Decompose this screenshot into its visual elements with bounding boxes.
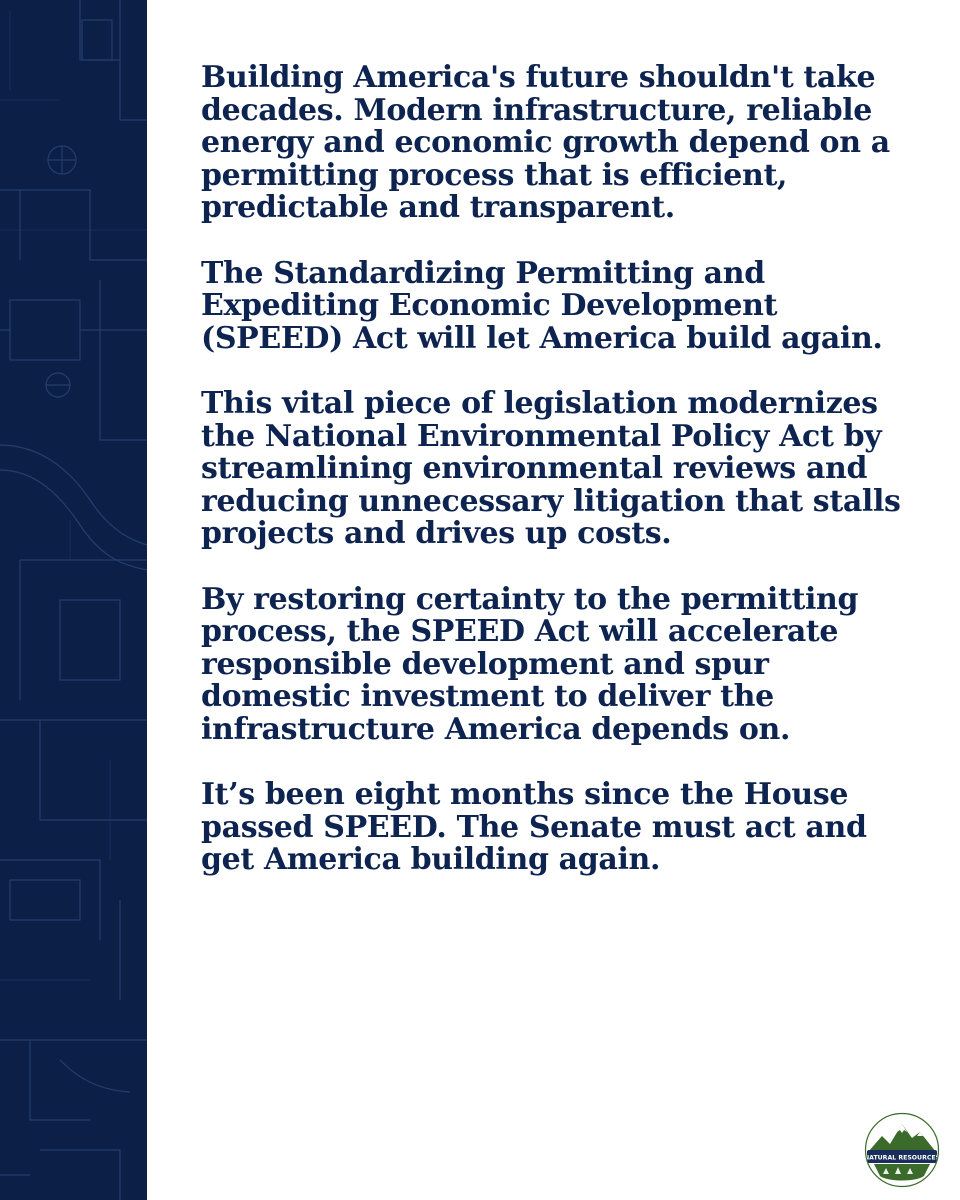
paragraph-intro: Building America's future shouldn't take decades. Modern infrastructure, reliable energy and economic growth depend on a permitting process that is efficient, predictable and transparent. <box>201 60 890 225</box>
blueprint-background-strip <box>0 0 147 1200</box>
mountain-seal-logo-icon <box>864 1112 940 1188</box>
paragraph-nepa: This vital piece of legislation modernizes the National Environmental Policy Act by streamlining environmental reviews and reducing unnecessary litigation that stalls projects and drives up costs. <box>201 386 901 551</box>
natural-resources-logo <box>864 1112 940 1188</box>
statement-text <box>201 62 901 910</box>
paragraph-speed-act: The Standardizing Permitting and Expediting Economic Development (SPEED) Act will let America build again. <box>201 255 883 356</box>
paragraph-senate: It’s been eight months since the House passed SPEED. The Senate must act and get America building again. <box>201 777 867 877</box>
logo-wordmark: NATURAL RESOURCES <box>864 1154 940 1162</box>
blueprint-pattern-icon <box>0 0 147 1200</box>
paragraph-certainty: By restoring certainty to the permitting process, the SPEED Act will accelerate responsible development and spur domestic investment to deliver the infrastructure America depends on. <box>201 581 859 747</box>
